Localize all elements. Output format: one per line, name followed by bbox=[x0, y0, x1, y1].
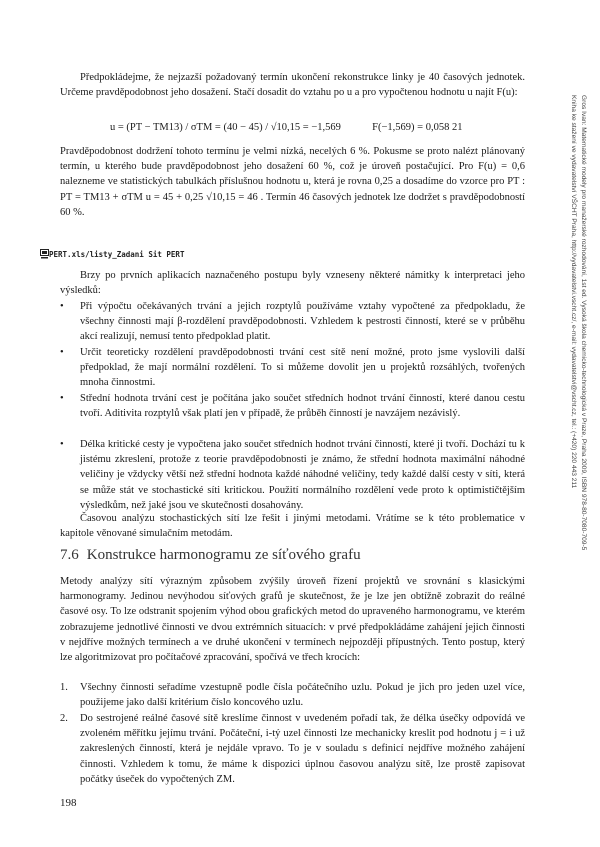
bullet-text: Střední hodnota trvání cest je počítána jako součet středních hodnot trvání činností, které danou cestu tvoří. Aditivita rozptylů však platí jen v případě, že průběh činností je navzájem nezávislý. bbox=[80, 393, 525, 420]
criticism-closing: Časovou analýzu stochastických sítí lze řešit i jinými metodami. Vrátíme se k této problematice v kapitole věnované simulačním metodám. bbox=[60, 513, 525, 540]
file-reference: PERT.xls/listy_Zadani Sit PERT bbox=[49, 250, 185, 259]
section-paragraph: Metody analýzy sítí výrazným způsobem zvýšily úroveň řízení projektů ve srovnání s klasickými harmonogramy. Jedinou nevýhodou síťových grafů je skutečnost, že je lze jen obtížně zobrazit do reálné časové osy. To lze odstranit spojením výhod obou grafických metod do upraveného harmonogramu, ve kterém zobrazujeme jednotlivé činnosti ve dvou extrémních situacích: v prvé předpokládáme zahájení jejich činnosti v nejdříve možných termínech a ve druhé ukončení v termínech nejpozději přípustných. Tento postup, který lze algoritmizovat pro počítačové zpracování, spočívá ve třech krocích: bbox=[60, 576, 525, 664]
bullet-item-2 bbox=[60, 345, 525, 391]
step-number: 1. bbox=[60, 682, 68, 693]
bullet-text: Při výpočtu očekávaných trvání a jejich rozptylů používáme vztahy vypočtené za předpokladu, že všechny činnosti mají β-rozdělení pravděpodobnosti. Vzhledem k pestrosti činností, které se v průběhu akcí realizují, nemusí tento předpoklad platit. bbox=[80, 301, 525, 343]
bullet-mark: • bbox=[60, 347, 64, 358]
equation-f-text: F(−1,569) = 0,058 21 bbox=[372, 122, 463, 133]
section-title: Konstrukce harmonogramu ze síťového grafu bbox=[86, 547, 361, 563]
citation-line-1: Gros Ivan: Matematické modely pro manažerské rozhodování, 1st ed. Vysoká škola chemicko-technologická v Praze, Praha 2009, ISBN 978-80-7080-709-5 bbox=[580, 95, 587, 551]
bullet-item-3 bbox=[60, 391, 525, 421]
step-text: Všechny činnosti seřadíme vzestupně podle čísla počátečního uzlu. Pokud je jich pro jeden uzel více, použijeme jako další kritérium číslo koncového uzlu. bbox=[80, 682, 525, 709]
intro-paragraph-1: Předpokládejme, že nejzazší požadovaný termín ukončení rekonstrukce linky je 40 časových jednotek. Určeme pravděpodobnost jeho dosažení. Stačí dosadit do vztahu po u a pro vypočtenou hodnotu u najít F(u): bbox=[60, 72, 525, 99]
step-number: 2. bbox=[60, 713, 68, 724]
equation-u-text: u = (PT − TM13) / σTM = (40 − 45) / √10,15 = −1,569 bbox=[110, 122, 341, 133]
section-number: 7.6 bbox=[60, 547, 79, 563]
bullet-item-1 bbox=[60, 299, 525, 345]
equation-u bbox=[110, 122, 462, 133]
bullet-mark: • bbox=[60, 439, 64, 450]
computer-icon bbox=[40, 249, 49, 259]
step-text: Do sestrojené reálné časové sítě kreslíme činnost v uvedeném pořadí tak, že délka úsečky odpovídá ve zvoleném měřítku jejímu trvání. Počáteční, i-tý uzel činnosti lze mechanicky kreslit pod hodnotu j = i už zakreslených činností, která je nejdále vpravo. To je v souladu s definicí nejdříve možného zahájení činnosti. Vzhledem k tomu, že máme k dispozici úplnou časovou analýzu sítě, lze prostě zapisovat počátky úseček do vypočtených ZM. bbox=[80, 713, 525, 785]
sidebar-citation bbox=[566, 95, 588, 575]
step-item-2 bbox=[60, 711, 525, 787]
section-heading bbox=[60, 547, 361, 564]
bullet-text: Délka kritické cesty je vypočtena jako součet středních hodnot trvání činností, které ji tvoří. Dochází tu k jistému zkreslení, protože z teorie pravděpodobnosti je známo, že střední hodnota maximální náhodné veličiny je vždycky větší než střední hodnota každé náhodné veličiny, tedy každé další cesty v síti, která se může stát ve stochastické síti kritickou. Použití normálního rozdělení vede proto k optimističtějším výsledkům, než jaké jsou ve skutečnosti dosahovány. bbox=[80, 439, 525, 511]
step-item-1 bbox=[60, 680, 525, 710]
criticism-intro: Brzy po prvních aplikacích naznačeného postupu byly vzneseny některé námitky k interpretaci jeho výsledků: bbox=[60, 270, 525, 297]
bullet-item-4 bbox=[60, 437, 525, 513]
intro-paragraph-2: Pravděpodobnost dodržení tohoto termínu je velmi nízká, necelých 6 %. Pokusme se proto nalézt plánovaný termín, u kterého bude pravděpodobnost jeho dosažení 60 %, což je úroveň postačující. Pro F(u) = 0,6 nalezneme ve statistických tabulkách příslušnou hodnotu u, která je rovna 0,25 a dosadíme do vzorce pro PT : PT = TM13 + σTM u = 45 + 0,25 √10,15 = 46 . Termín 46 časových jednotek lze dodržet s pravděpodobností 60 %. bbox=[60, 146, 525, 218]
bullet-text: Určit teoreticky rozdělení pravděpodobnosti trvání cest sítě není možné, proto jsme vyslovili další předpoklad, že mají normální rozdělení. To si můžeme dovolit jen u projektů rozsáhlých, tvořených mnoha činnostmi. bbox=[80, 347, 525, 389]
bullet-mark: • bbox=[60, 301, 64, 312]
page-number: 198 bbox=[60, 797, 77, 809]
citation-line-2: Kniha ke stažení ve vydavatelství VŠCHT Praha, http://vydavatelstvi.vscht.cz/, e-mail: vydavatelstvi@vscht.cz, tel.: (+420) 220 443 211 bbox=[570, 95, 577, 489]
bullet-mark: • bbox=[60, 393, 64, 404]
